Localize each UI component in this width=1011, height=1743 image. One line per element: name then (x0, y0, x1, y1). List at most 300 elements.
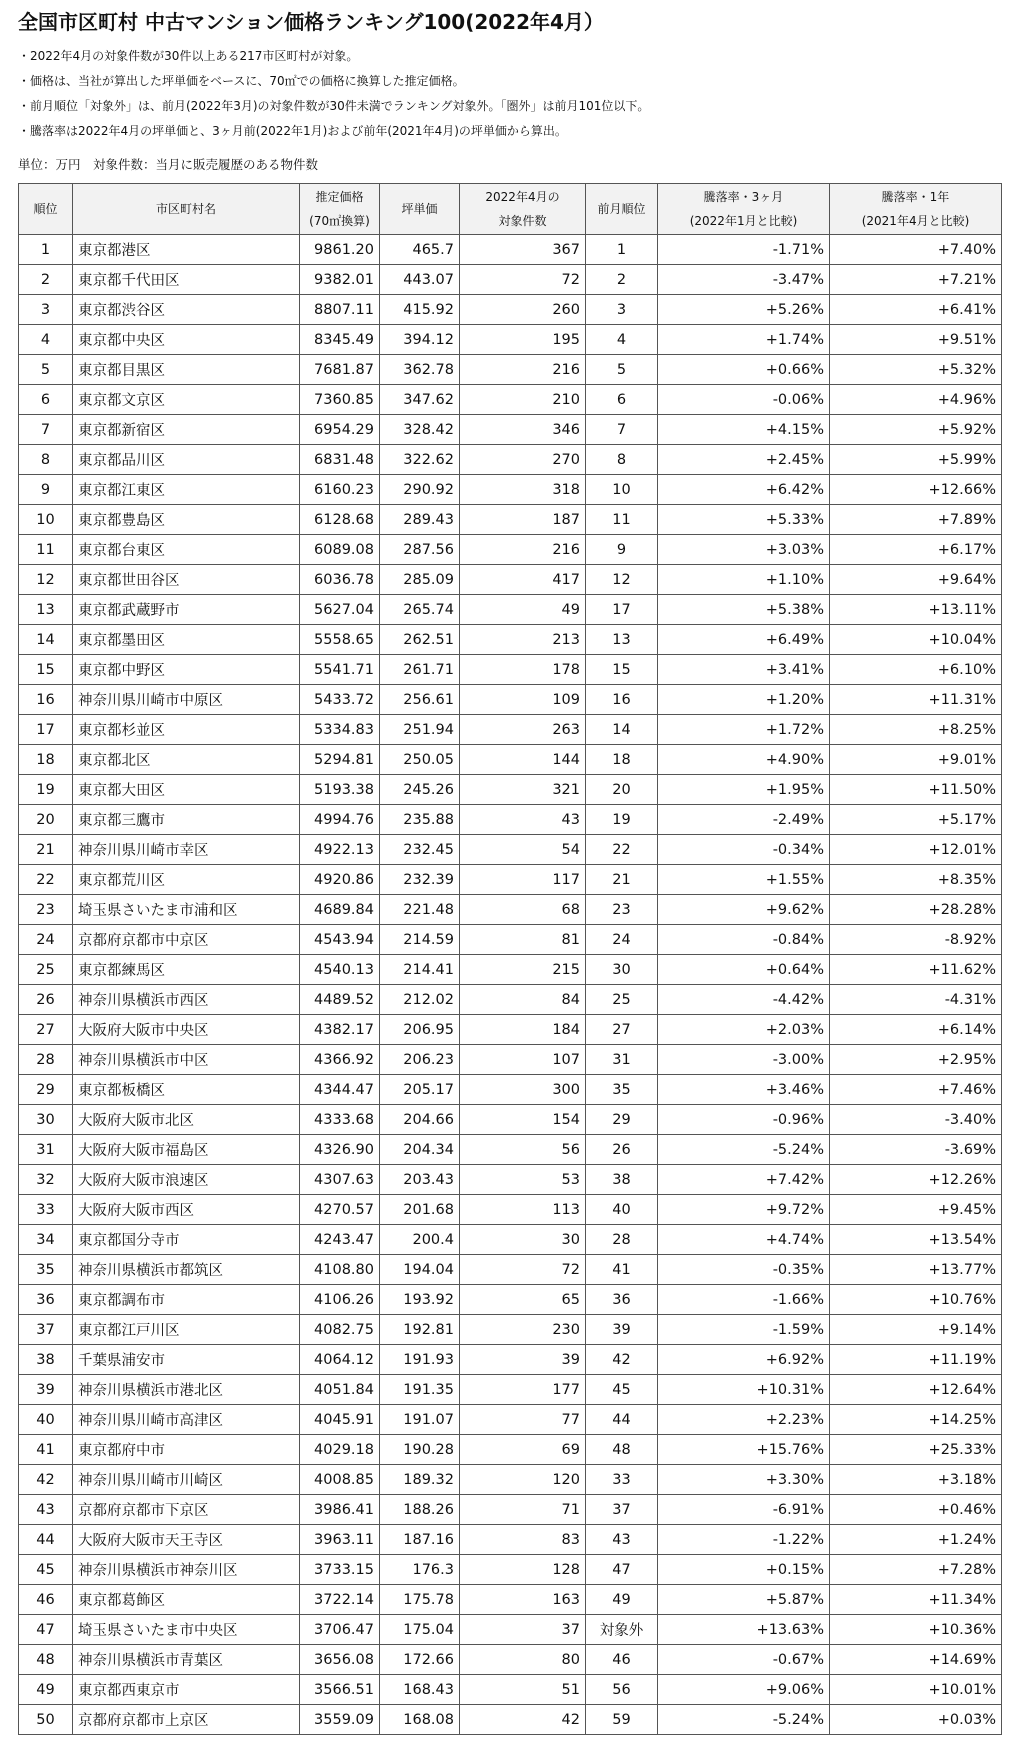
change-1y-cell: +1.24% (830, 1525, 1002, 1555)
change-3m-cell: +3.30% (658, 1465, 830, 1495)
rank-cell: 45 (19, 1555, 73, 1585)
prev-rank-cell: 18 (586, 745, 658, 775)
count-cell: 83 (460, 1525, 586, 1555)
change-3m-cell: +5.87% (658, 1585, 830, 1615)
rank-cell: 24 (19, 925, 73, 955)
change-1y-cell: +14.69% (830, 1645, 1002, 1675)
name-cell: 神奈川県川崎市高津区 (73, 1405, 300, 1435)
name-cell: 東京都調布市 (73, 1285, 300, 1315)
change-1y-cell: +5.32% (830, 355, 1002, 385)
rank-cell: 31 (19, 1135, 73, 1165)
table-row (19, 895, 1002, 925)
prev-rank-cell: 19 (586, 805, 658, 835)
table-row (19, 1345, 1002, 1375)
change-3m-cell: +1.72% (658, 715, 830, 745)
table-row (19, 1405, 1002, 1435)
table-row (19, 565, 1002, 595)
change-3m-cell: +6.49% (658, 625, 830, 655)
table-row (19, 1705, 1002, 1735)
change-3m-cell: +2.03% (658, 1015, 830, 1045)
header-row (19, 184, 1002, 235)
prev-rank-cell: 10 (586, 475, 658, 505)
price-cell: 6089.08 (300, 535, 380, 565)
name-cell: 東京都板橋区 (73, 1075, 300, 1105)
table-row (19, 1675, 1002, 1705)
tsubo-cell: 251.94 (380, 715, 460, 745)
count-cell: 69 (460, 1435, 586, 1465)
prev-rank-cell: 1 (586, 235, 658, 265)
table-row (19, 385, 1002, 415)
change-1y-cell: +10.76% (830, 1285, 1002, 1315)
change-3m-cell: -0.67% (658, 1645, 830, 1675)
table-row (19, 1165, 1002, 1195)
prev-rank-cell: 12 (586, 565, 658, 595)
tsubo-cell: 261.71 (380, 655, 460, 685)
tsubo-cell: 176.3 (380, 1555, 460, 1585)
name-cell: 東京都港区 (73, 235, 300, 265)
rank-cell: 4 (19, 325, 73, 355)
change-1y-cell: -8.92% (830, 925, 1002, 955)
prev-rank-cell: 20 (586, 775, 658, 805)
change-1y-cell: +13.54% (830, 1225, 1002, 1255)
name-cell: 東京都中野区 (73, 655, 300, 685)
change-3m-cell: -0.84% (658, 925, 830, 955)
count-cell: 346 (460, 415, 586, 445)
prev-rank-cell: 41 (586, 1255, 658, 1285)
count-cell: 49 (460, 595, 586, 625)
price-cell: 3733.15 (300, 1555, 380, 1585)
prev-rank-cell: 24 (586, 925, 658, 955)
table-row (19, 505, 1002, 535)
count-cell: 71 (460, 1495, 586, 1525)
name-cell: 東京都武蔵野市 (73, 595, 300, 625)
change-1y-cell: +7.40% (830, 235, 1002, 265)
price-cell: 6954.29 (300, 415, 380, 445)
rank-cell: 25 (19, 955, 73, 985)
change-1y-cell: +6.14% (830, 1015, 1002, 1045)
rank-cell: 49 (19, 1675, 73, 1705)
count-cell: 184 (460, 1015, 586, 1045)
prev-rank-cell: 40 (586, 1195, 658, 1225)
table-row (19, 295, 1002, 325)
name-cell: 京都府京都市下京区 (73, 1495, 300, 1525)
name-cell: 大阪府大阪市福島区 (73, 1135, 300, 1165)
prev-rank-cell: 44 (586, 1405, 658, 1435)
prev-rank-cell: 21 (586, 865, 658, 895)
prev-rank-cell: 37 (586, 1495, 658, 1525)
change-3m-cell: +3.03% (658, 535, 830, 565)
table-row (19, 1195, 1002, 1225)
count-cell: 43 (460, 805, 586, 835)
prev-rank-cell: 31 (586, 1045, 658, 1075)
prev-rank-cell: 27 (586, 1015, 658, 1045)
price-cell: 4243.47 (300, 1225, 380, 1255)
name-cell: 京都府京都市上京区 (73, 1705, 300, 1735)
name-cell: 埼玉県さいたま市浦和区 (73, 895, 300, 925)
change-3m-cell: +1.55% (658, 865, 830, 895)
prev-rank-cell: 14 (586, 715, 658, 745)
change-1y-cell: +4.96% (830, 385, 1002, 415)
name-cell: 東京都西東京市 (73, 1675, 300, 1705)
tsubo-cell: 394.12 (380, 325, 460, 355)
prev-rank-cell: 43 (586, 1525, 658, 1555)
price-cell: 3559.09 (300, 1705, 380, 1735)
name-cell: 東京都文京区 (73, 385, 300, 415)
prev-rank-cell: 対象外 (586, 1615, 658, 1645)
rank-cell: 46 (19, 1585, 73, 1615)
tsubo-cell: 188.26 (380, 1495, 460, 1525)
price-cell: 6036.78 (300, 565, 380, 595)
tsubo-cell: 168.43 (380, 1675, 460, 1705)
tsubo-cell: 287.56 (380, 535, 460, 565)
rank-cell: 39 (19, 1375, 73, 1405)
tsubo-cell: 245.26 (380, 775, 460, 805)
tsubo-cell: 235.88 (380, 805, 460, 835)
rank-cell: 29 (19, 1075, 73, 1105)
tsubo-cell: 232.45 (380, 835, 460, 865)
count-cell: 215 (460, 955, 586, 985)
table-row (19, 445, 1002, 475)
name-cell: 東京都品川区 (73, 445, 300, 475)
tsubo-cell: 203.43 (380, 1165, 460, 1195)
name-cell: 東京都荒川区 (73, 865, 300, 895)
price-cell: 5334.83 (300, 715, 380, 745)
count-cell: 30 (460, 1225, 586, 1255)
table-row (19, 1465, 1002, 1495)
change-3m-cell: +6.42% (658, 475, 830, 505)
prev-rank-cell: 9 (586, 535, 658, 565)
name-cell: 東京都渋谷区 (73, 295, 300, 325)
change-3m-cell: -2.49% (658, 805, 830, 835)
rank-cell: 5 (19, 355, 73, 385)
tsubo-cell: 201.68 (380, 1195, 460, 1225)
name-cell: 大阪府大阪市浪速区 (73, 1165, 300, 1195)
name-cell: 東京都北区 (73, 745, 300, 775)
change-3m-cell: -3.00% (658, 1045, 830, 1075)
price-cell: 3656.08 (300, 1645, 380, 1675)
count-cell: 53 (460, 1165, 586, 1195)
price-cell: 3566.51 (300, 1675, 380, 1705)
change-3m-cell: +6.92% (658, 1345, 830, 1375)
change-3m-cell: +15.76% (658, 1435, 830, 1465)
change-3m-cell: -4.42% (658, 985, 830, 1015)
prev-rank-cell: 30 (586, 955, 658, 985)
change-1y-cell: +7.89% (830, 505, 1002, 535)
table-row (19, 625, 1002, 655)
count-cell: 216 (460, 355, 586, 385)
prev-rank-cell: 47 (586, 1555, 658, 1585)
rank-cell: 19 (19, 775, 73, 805)
count-cell: 39 (460, 1345, 586, 1375)
count-cell: 42 (460, 1705, 586, 1735)
note-line: ・2022年4月の対象件数が30件以上ある217市区町村が対象。 (18, 49, 359, 63)
table-row (19, 925, 1002, 955)
prev-rank-cell: 22 (586, 835, 658, 865)
rank-cell: 34 (19, 1225, 73, 1255)
tsubo-cell: 205.17 (380, 1075, 460, 1105)
price-cell: 9382.01 (300, 265, 380, 295)
count-cell: 270 (460, 445, 586, 475)
change-3m-cell: +3.41% (658, 655, 830, 685)
count-cell: 72 (460, 1255, 586, 1285)
table-row (19, 1285, 1002, 1315)
table-row (19, 1435, 1002, 1465)
table-row (19, 1045, 1002, 1075)
rank-cell: 16 (19, 685, 73, 715)
name-cell: 神奈川県横浜市青葉区 (73, 1645, 300, 1675)
prev-rank-cell: 3 (586, 295, 658, 325)
table-row (19, 1105, 1002, 1135)
change-3m-cell: -5.24% (658, 1705, 830, 1735)
change-3m-cell: -0.35% (658, 1255, 830, 1285)
count-cell: 51 (460, 1675, 586, 1705)
change-1y-cell: +5.17% (830, 805, 1002, 835)
tsubo-cell: 204.34 (380, 1135, 460, 1165)
col-header-change-1y: 騰落率・1年 (2021年4月と比較) (830, 184, 1002, 235)
change-3m-cell: +5.33% (658, 505, 830, 535)
table-row (19, 775, 1002, 805)
prev-rank-cell: 35 (586, 1075, 658, 1105)
note-line: ・前月順位「対象外」は、前月(2022年3月)の対象件数が30件未満でランキング対象外。「圏外」は前月101位以下。 (18, 99, 650, 113)
prev-rank-cell: 5 (586, 355, 658, 385)
count-cell: 77 (460, 1405, 586, 1435)
prev-rank-cell: 56 (586, 1675, 658, 1705)
name-cell: 大阪府大阪市西区 (73, 1195, 300, 1225)
tsubo-cell: 285.09 (380, 565, 460, 595)
rank-cell: 11 (19, 535, 73, 565)
name-cell: 神奈川県川崎市川崎区 (73, 1465, 300, 1495)
name-cell: 東京都江戸川区 (73, 1315, 300, 1345)
table-row (19, 745, 1002, 775)
change-1y-cell: +12.26% (830, 1165, 1002, 1195)
change-3m-cell: -0.34% (658, 835, 830, 865)
change-1y-cell: +12.64% (830, 1375, 1002, 1405)
price-cell: 4307.63 (300, 1165, 380, 1195)
tsubo-cell: 193.92 (380, 1285, 460, 1315)
name-cell: 神奈川県横浜市都筑区 (73, 1255, 300, 1285)
table-row (19, 1615, 1002, 1645)
name-cell: 神奈川県横浜市中区 (73, 1045, 300, 1075)
prev-rank-cell: 42 (586, 1345, 658, 1375)
rank-cell: 1 (19, 235, 73, 265)
name-cell: 神奈川県川崎市幸区 (73, 835, 300, 865)
prev-rank-cell: 6 (586, 385, 658, 415)
col-header-change-3m: 騰落率・3ヶ月 (2022年1月と比較) (658, 184, 830, 235)
name-cell: 埼玉県さいたま市中央区 (73, 1615, 300, 1645)
name-cell: 東京都練馬区 (73, 955, 300, 985)
table-row (19, 1075, 1002, 1105)
rank-cell: 12 (19, 565, 73, 595)
rank-cell: 48 (19, 1645, 73, 1675)
name-cell: 東京都葛飾区 (73, 1585, 300, 1615)
name-cell: 大阪府大阪市北区 (73, 1105, 300, 1135)
change-1y-cell: +7.21% (830, 265, 1002, 295)
table-row (19, 685, 1002, 715)
price-cell: 4333.68 (300, 1105, 380, 1135)
tsubo-cell: 206.23 (380, 1045, 460, 1075)
name-cell: 東京都墨田区 (73, 625, 300, 655)
change-1y-cell: +12.01% (830, 835, 1002, 865)
price-cell: 7681.87 (300, 355, 380, 385)
ranking-table (18, 183, 1002, 1735)
change-1y-cell: +6.17% (830, 535, 1002, 565)
prev-rank-cell: 59 (586, 1705, 658, 1735)
change-1y-cell: +11.62% (830, 955, 1002, 985)
table-row (19, 475, 1002, 505)
change-1y-cell: +9.14% (830, 1315, 1002, 1345)
change-1y-cell: +11.50% (830, 775, 1002, 805)
name-cell: 神奈川県川崎市中原区 (73, 685, 300, 715)
price-cell: 5433.72 (300, 685, 380, 715)
change-1y-cell: +6.41% (830, 295, 1002, 325)
name-cell: 神奈川県横浜市西区 (73, 985, 300, 1015)
change-3m-cell: +1.74% (658, 325, 830, 355)
name-cell: 東京都府中市 (73, 1435, 300, 1465)
price-cell: 8807.11 (300, 295, 380, 325)
count-cell: 113 (460, 1195, 586, 1225)
change-1y-cell: +9.01% (830, 745, 1002, 775)
price-cell: 4106.26 (300, 1285, 380, 1315)
count-cell: 80 (460, 1645, 586, 1675)
price-cell: 6831.48 (300, 445, 380, 475)
count-cell: 216 (460, 535, 586, 565)
change-3m-cell: -1.71% (658, 235, 830, 265)
change-1y-cell: +7.28% (830, 1555, 1002, 1585)
name-cell: 東京都豊島区 (73, 505, 300, 535)
change-3m-cell: +1.10% (658, 565, 830, 595)
count-cell: 260 (460, 295, 586, 325)
table-row (19, 955, 1002, 985)
change-1y-cell: +5.99% (830, 445, 1002, 475)
col-header-tsubo: 坪単価 (380, 184, 460, 235)
count-cell: 65 (460, 1285, 586, 1315)
prev-rank-cell: 45 (586, 1375, 658, 1405)
price-cell: 3963.11 (300, 1525, 380, 1555)
table-row (19, 1135, 1002, 1165)
count-cell: 54 (460, 835, 586, 865)
rank-cell: 18 (19, 745, 73, 775)
change-3m-cell: +1.20% (658, 685, 830, 715)
change-1y-cell: +0.46% (830, 1495, 1002, 1525)
name-cell: 東京都世田谷区 (73, 565, 300, 595)
rank-cell: 44 (19, 1525, 73, 1555)
price-cell: 3986.41 (300, 1495, 380, 1525)
change-3m-cell: +0.66% (658, 355, 830, 385)
table-row (19, 535, 1002, 565)
price-cell: 9861.20 (300, 235, 380, 265)
change-3m-cell: -1.59% (658, 1315, 830, 1345)
price-cell: 4382.17 (300, 1015, 380, 1045)
change-3m-cell: -0.96% (658, 1105, 830, 1135)
col-header-price: 推定価格 (70㎡換算) (300, 184, 380, 235)
price-cell: 7360.85 (300, 385, 380, 415)
count-cell: 117 (460, 865, 586, 895)
change-3m-cell: +4.90% (658, 745, 830, 775)
change-1y-cell: +6.10% (830, 655, 1002, 685)
tsubo-cell: 214.41 (380, 955, 460, 985)
price-cell: 8345.49 (300, 325, 380, 355)
name-cell: 京都府京都市中京区 (73, 925, 300, 955)
rank-cell: 13 (19, 595, 73, 625)
rank-cell: 33 (19, 1195, 73, 1225)
page-title: 全国市区町村 中古マンション価格ランキング100(2022年4月） (18, 10, 604, 34)
price-cell: 4689.84 (300, 895, 380, 925)
rank-cell: 21 (19, 835, 73, 865)
tsubo-cell: 175.78 (380, 1585, 460, 1615)
rank-cell: 14 (19, 625, 73, 655)
change-3m-cell: +0.64% (658, 955, 830, 985)
price-cell: 6128.68 (300, 505, 380, 535)
price-cell: 5627.04 (300, 595, 380, 625)
tsubo-cell: 290.92 (380, 475, 460, 505)
table-row (19, 1225, 1002, 1255)
prev-rank-cell: 26 (586, 1135, 658, 1165)
name-cell: 東京都江東区 (73, 475, 300, 505)
rank-cell: 37 (19, 1315, 73, 1345)
table-row (19, 235, 1002, 265)
count-cell: 187 (460, 505, 586, 535)
tsubo-cell: 200.4 (380, 1225, 460, 1255)
count-cell: 230 (460, 1315, 586, 1345)
change-1y-cell: +2.95% (830, 1045, 1002, 1075)
name-cell: 東京都台東区 (73, 535, 300, 565)
col-header-prev-rank: 前月順位 (586, 184, 658, 235)
count-cell: 84 (460, 985, 586, 1015)
table-row (19, 835, 1002, 865)
tsubo-cell: 175.04 (380, 1615, 460, 1645)
change-3m-cell: +3.46% (658, 1075, 830, 1105)
tsubo-cell: 192.81 (380, 1315, 460, 1345)
change-3m-cell: -1.66% (658, 1285, 830, 1315)
col-header-rank: 順位 (19, 184, 73, 235)
name-cell: 千葉県浦安市 (73, 1345, 300, 1375)
name-cell: 東京都三鷹市 (73, 805, 300, 835)
tsubo-cell: 191.07 (380, 1405, 460, 1435)
price-cell: 6160.23 (300, 475, 380, 505)
price-cell: 4920.86 (300, 865, 380, 895)
rank-cell: 17 (19, 715, 73, 745)
price-cell: 4489.52 (300, 985, 380, 1015)
change-1y-cell: +9.64% (830, 565, 1002, 595)
name-cell: 東京都中央区 (73, 325, 300, 355)
rank-cell: 3 (19, 295, 73, 325)
change-1y-cell: +7.46% (830, 1075, 1002, 1105)
name-cell: 東京都新宿区 (73, 415, 300, 445)
change-1y-cell: +10.36% (830, 1615, 1002, 1645)
count-cell: 195 (460, 325, 586, 355)
tsubo-cell: 194.04 (380, 1255, 460, 1285)
table-row (19, 265, 1002, 295)
change-3m-cell: +0.15% (658, 1555, 830, 1585)
table-row (19, 805, 1002, 835)
rank-cell: 8 (19, 445, 73, 475)
change-3m-cell: -3.47% (658, 265, 830, 295)
table-row (19, 355, 1002, 385)
prev-rank-cell: 39 (586, 1315, 658, 1345)
count-cell: 120 (460, 1465, 586, 1495)
count-cell: 72 (460, 265, 586, 295)
count-cell: 37 (460, 1615, 586, 1645)
tsubo-cell: 347.62 (380, 385, 460, 415)
change-3m-cell: +5.38% (658, 595, 830, 625)
tsubo-cell: 191.93 (380, 1345, 460, 1375)
price-cell: 4029.18 (300, 1435, 380, 1465)
change-1y-cell: +8.25% (830, 715, 1002, 745)
prev-rank-cell: 48 (586, 1435, 658, 1465)
change-1y-cell: +11.34% (830, 1585, 1002, 1615)
rank-cell: 2 (19, 265, 73, 295)
count-cell: 300 (460, 1075, 586, 1105)
